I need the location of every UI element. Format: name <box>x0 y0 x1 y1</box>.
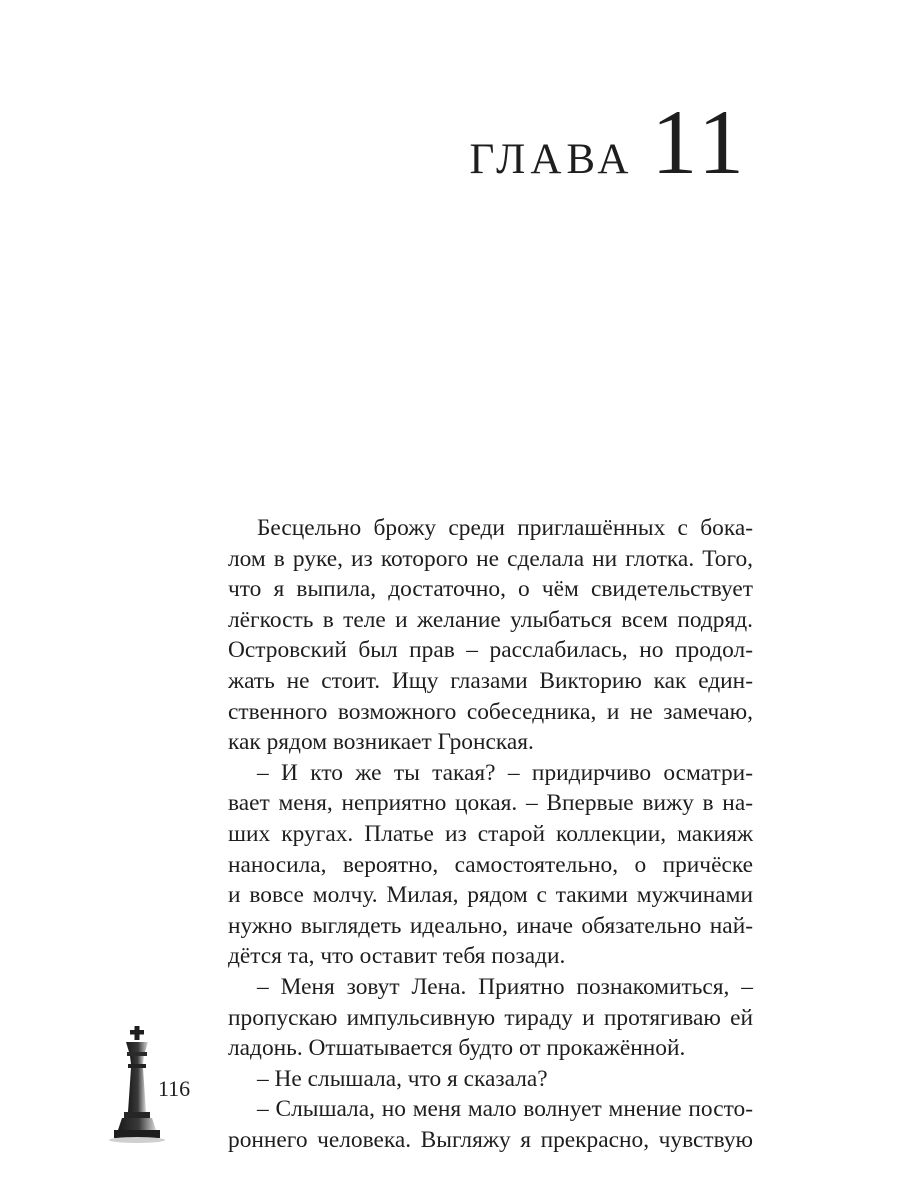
text-line: Бесцельно брожу среди приглашённых с бока- <box>257 515 753 541</box>
chapter-number: 11 <box>651 91 748 193</box>
text-line: пропускаю импульсивную тираду и протягиваю ей <box>228 1004 753 1031</box>
chapter-word: ГЛАВА <box>469 136 634 183</box>
text-line: лёгкость в теле и желание улыбаться всем подряд. <box>228 606 753 633</box>
text-line: ственного возможного собеседника, и не замечаю, <box>228 698 753 725</box>
text-line: нужно выглядеть идеально, иначе обязательно най- <box>228 912 753 939</box>
text-line: ладонь. Отшатывается будто от прокажённой. <box>228 1035 686 1062</box>
text-line: роннего человека. Выгляжу я прекрасно, чувствую <box>228 1126 753 1153</box>
text-line: как рядом возникает Гронская. <box>228 729 534 756</box>
text-line: – Меня зовут Лена. Приятно познакомиться, – <box>257 973 753 1000</box>
text-line: – И кто же ты такая? – придирчиво осматри- <box>257 759 753 786</box>
text-line: что я выпила, достаточно, о чём свидетельствует <box>228 576 753 603</box>
text-line: жать не стоит. Ищу глазами Викторию как един- <box>228 667 753 694</box>
text-line: и вовсе молчу. Милая, рядом с такими мужчинами <box>228 882 753 909</box>
text-line: наносила, вероятно, самостоятельно, о причёске <box>228 851 753 878</box>
text-line: – Слышала, но меня мало волнует мнение посто- <box>257 1096 753 1123</box>
text-line: вает меня, неприятно цокая. – Впервые вижу в на- <box>228 790 753 817</box>
text-line: дётся та, что оставит тебя позади. <box>228 943 566 970</box>
chapter-heading <box>469 91 748 193</box>
text-line: Островский был прав – расслабилась, но продол- <box>228 637 753 664</box>
page-number: 116 <box>158 1076 191 1101</box>
text-line: ших кругах. Платье из старой коллекции, макияж <box>228 820 753 847</box>
body-text <box>228 513 753 1155</box>
text-line: – Не слышала, что я сказала? <box>257 1065 548 1092</box>
text-line: лом в руке, из которого не сделала ни глотка. Того, <box>228 545 753 572</box>
